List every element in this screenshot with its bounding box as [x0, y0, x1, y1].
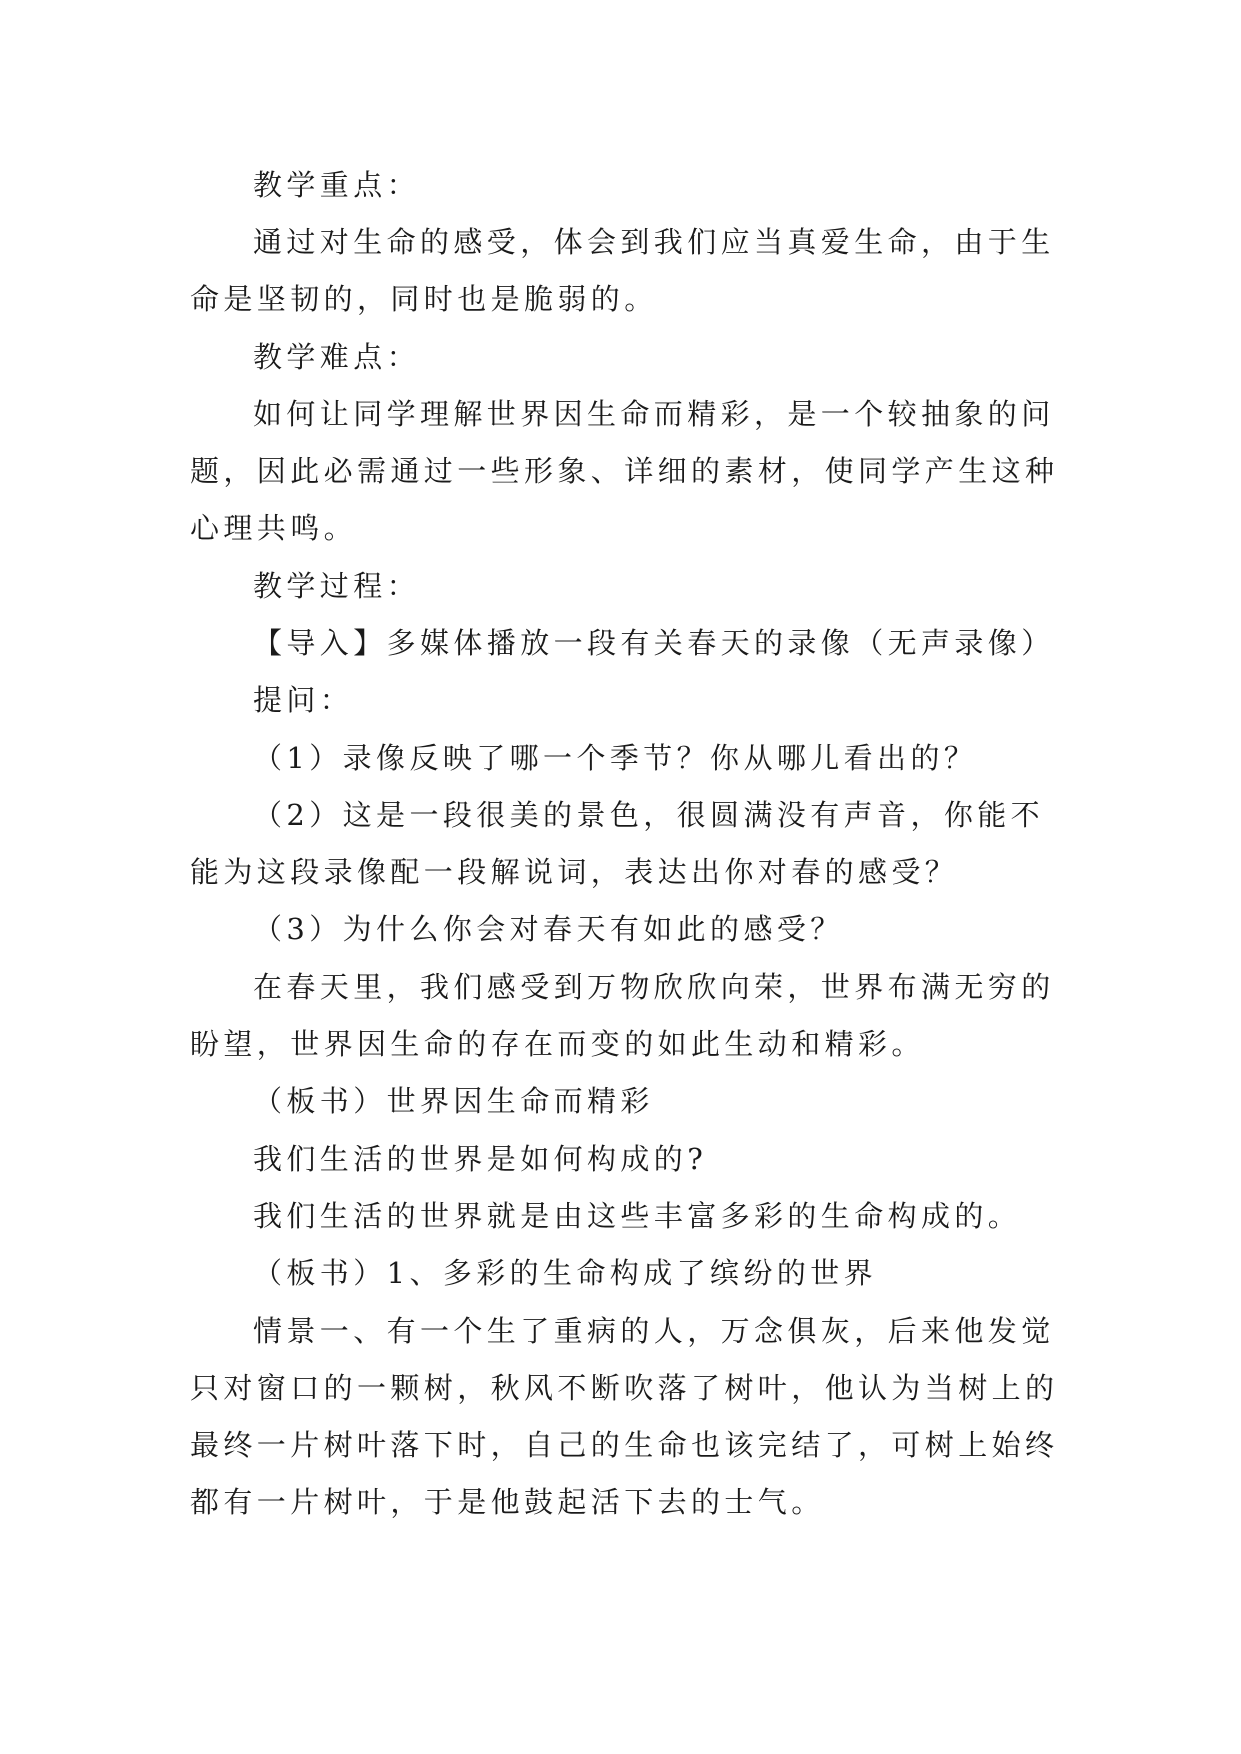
- paragraph-line: 通过对生命的感受，体会到我们应当真爱生命，由于生: [253, 225, 1055, 259]
- question-line: （3）为什么你会对春天有如此的感受？: [253, 912, 844, 946]
- paragraph-line: 只对窗口的一颗树，秋风不断吹落了树叶，他认为当树上的: [190, 1371, 1059, 1405]
- paragraph-line: 在春天里，我们感受到万物欣欣向荣，世界布满无穷的: [253, 970, 1055, 1004]
- paragraph-line: 盼望，世界因生命的存在而变的如此生动和精彩。: [190, 1027, 925, 1061]
- paragraph-line: 最终一片树叶落下时，自己的生命也该完结了，可树上始终: [190, 1428, 1059, 1462]
- blackboard-note: （板书）世界因生命而精彩: [253, 1084, 654, 1118]
- paragraph-line: 我们生活的世界就是由这些丰富多彩的生命构成的。: [253, 1199, 1022, 1233]
- heading-teaching-difficulty: 教学难点：: [253, 340, 421, 374]
- paragraph-line: 命是坚韧的，同时也是脆弱的。: [190, 282, 658, 316]
- heading-teaching-focus: 教学重点：: [253, 168, 421, 202]
- paragraph-line: 题，因此必需通过一些形象、详细的素材，使同学产生这种: [190, 454, 1059, 488]
- paragraph-line: 【导入】多媒体播放一段有关春天的录像（无声录像）: [253, 626, 1055, 660]
- paragraph-line: 如何让同学理解世界因生命而精彩，是一个较抽象的问: [253, 397, 1055, 431]
- paragraph-line: 提问：: [253, 683, 354, 717]
- paragraph-line: 能为这段录像配一段解说词，表达出你对春的感受？: [190, 855, 959, 889]
- paragraph-line: 情景一、有一个生了重病的人，万念俱灰，后来他发觉: [253, 1314, 1055, 1348]
- question-line: （2）这是一段很美的景色，很圆满没有声音，你能不: [253, 798, 1045, 832]
- paragraph-line: 都有一片树叶，于是他鼓起活下去的士气。: [190, 1485, 825, 1519]
- question-line: （1）录像反映了哪一个季节？你从哪儿看出的？: [253, 741, 978, 775]
- paragraph-line: 心理共鸣。: [190, 511, 358, 545]
- paragraph-line: 我们生活的世界是如何构成的?: [253, 1142, 708, 1176]
- blackboard-note: （板书）1、多彩的生命构成了缤纷的世界: [253, 1256, 878, 1290]
- heading-teaching-process: 教学过程：: [253, 569, 421, 603]
